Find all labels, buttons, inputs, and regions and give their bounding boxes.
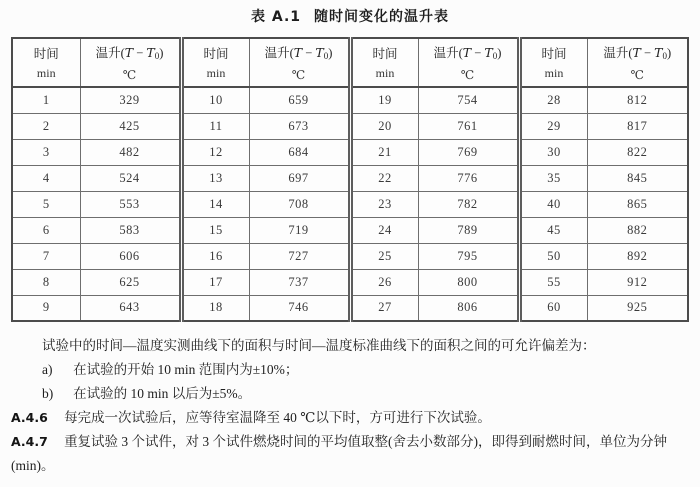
time-unit: min	[544, 65, 564, 80]
temp-value-cell: 643	[80, 295, 181, 321]
header-row	[12, 38, 688, 87]
temp-value-cell: 524	[80, 165, 181, 191]
table-title-text: 随时间变化的温升表	[314, 9, 450, 25]
temp-value-cell: 812	[587, 87, 688, 113]
temp-unit: ℃	[291, 67, 306, 82]
temp-value-cell: 553	[80, 191, 181, 217]
time-value-cell: 12	[181, 139, 249, 165]
time-value-cell: 8	[12, 269, 80, 295]
time-value-cell: 17	[181, 269, 249, 295]
table-row	[12, 139, 688, 165]
time-value-cell: 1	[12, 87, 80, 113]
time-value-cell: 5	[12, 191, 80, 217]
time-label: 时间	[541, 46, 567, 61]
time-value-cell: 50	[519, 243, 587, 269]
temp-value-cell: 482	[80, 139, 181, 165]
time-value-cell: 11	[181, 113, 249, 139]
time-value-cell: 7	[12, 243, 80, 269]
header-temp-2	[249, 38, 350, 87]
header-temp-1	[80, 38, 181, 87]
clause-label-a46: A.4.6	[11, 410, 48, 425]
temperature-table-body	[12, 87, 688, 321]
temp-value-cell: 737	[249, 269, 350, 295]
temp-value-cell: 882	[587, 217, 688, 243]
clause-text-a46: 每完成一次试验后，应等待室温降至 40 ℃以下时，方可进行下次试验。	[64, 410, 491, 425]
table-row	[12, 87, 688, 113]
table-row	[12, 295, 688, 321]
temp-value-cell: 845	[587, 165, 688, 191]
list-label-b: b)	[42, 386, 54, 401]
time-value-cell: 14	[181, 191, 249, 217]
temp-value-cell: 583	[80, 217, 181, 243]
time-value-cell: 10	[181, 87, 249, 113]
table-row	[12, 165, 688, 191]
time-label: 时间	[372, 46, 398, 61]
temp-value-cell: 329	[80, 87, 181, 113]
header-time-4	[519, 38, 587, 87]
clause-text-a47: 重复试验 3 个试件，对 3 个试件燃烧时间的平均值取整(舍去小数部分)，即得到耐燃时间，单位为分钟(min)。	[11, 434, 668, 473]
temp-value-cell: 925	[587, 295, 688, 321]
time-value-cell: 13	[181, 165, 249, 191]
header-time-2	[181, 38, 249, 87]
time-value-cell: 19	[350, 87, 418, 113]
temp-value-cell: 782	[418, 191, 519, 217]
header-temp-4	[587, 38, 688, 87]
temp-label: 温升$(T - T_0)$	[603, 44, 672, 61]
table-title	[11, 0, 689, 27]
temp-value-cell: 719	[249, 217, 350, 243]
temp-unit: ℃	[122, 67, 137, 82]
temp-value-cell: 606	[80, 243, 181, 269]
header-temp-3	[418, 38, 519, 87]
time-value-cell: 4	[12, 165, 80, 191]
time-label: 时间	[33, 46, 59, 61]
header-time-1	[12, 38, 80, 87]
temp-value-cell: 769	[418, 139, 519, 165]
temp-unit: ℃	[630, 67, 644, 82]
list-item-b	[11, 382, 689, 406]
time-unit: min	[36, 65, 56, 80]
temp-value-cell: 806	[418, 295, 519, 321]
temperature-rise-table	[11, 37, 689, 322]
temp-value-cell: 697	[249, 165, 350, 191]
temp-value-cell: 800	[418, 269, 519, 295]
temp-value-cell: 673	[249, 113, 350, 139]
temp-label: 温升$(T - T_0)$	[95, 44, 164, 61]
time-value-cell: 55	[519, 269, 587, 295]
table-header	[12, 38, 688, 87]
table-number: 表 A.1	[250, 9, 302, 25]
time-value-cell: 28	[519, 87, 587, 113]
table-row	[12, 191, 688, 217]
clause-a47	[11, 430, 689, 478]
temp-value-cell: 776	[418, 165, 519, 191]
time-value-cell: 2	[12, 113, 80, 139]
table-row	[12, 243, 688, 269]
time-value-cell: 29	[519, 113, 587, 139]
clause-a46	[11, 406, 689, 430]
time-value-cell: 18	[181, 295, 249, 321]
time-value-cell: 6	[12, 217, 80, 243]
temp-value-cell: 746	[249, 295, 350, 321]
temp-label: 温升$(T - T_0)$	[433, 44, 502, 61]
temp-value-cell: 425	[80, 113, 181, 139]
temp-value-cell: 754	[418, 87, 519, 113]
table-row	[12, 217, 688, 243]
time-value-cell: 40	[519, 191, 587, 217]
temp-value-cell: 789	[418, 217, 519, 243]
temp-value-cell: 727	[249, 243, 350, 269]
header-time-3	[350, 38, 418, 87]
time-value-cell: 35	[519, 165, 587, 191]
temp-label: 温升$(T - T_0)$	[264, 44, 333, 61]
temp-value-cell: 761	[418, 113, 519, 139]
time-value-cell: 24	[350, 217, 418, 243]
temp-value-cell: 892	[587, 243, 688, 269]
time-unit: min	[375, 65, 395, 80]
temp-value-cell: 817	[587, 113, 688, 139]
temp-value-cell: 795	[418, 243, 519, 269]
list-text-a: 在试验的开始 10 min 范围内为±10%；	[73, 362, 299, 377]
temp-value-cell: 708	[249, 191, 350, 217]
time-value-cell: 15	[181, 217, 249, 243]
list-text-b: 在试验的 10 min 以后为±5%。	[73, 386, 252, 401]
time-value-cell: 60	[519, 295, 587, 321]
list-label-a: a)	[42, 362, 53, 377]
time-value-cell: 30	[519, 139, 587, 165]
time-value-cell: 27	[350, 295, 418, 321]
time-value-cell: 3	[12, 139, 80, 165]
time-value-cell: 9	[12, 295, 80, 321]
temp-value-cell: 659	[249, 87, 350, 113]
time-value-cell: 45	[519, 217, 587, 243]
time-value-cell: 21	[350, 139, 418, 165]
time-value-cell: 16	[181, 243, 249, 269]
time-value-cell: 26	[350, 269, 418, 295]
time-unit: min	[206, 65, 226, 80]
notes-section	[11, 334, 689, 478]
time-value-cell: 25	[350, 243, 418, 269]
time-value-cell: 20	[350, 113, 418, 139]
temp-value-cell: 625	[80, 269, 181, 295]
temp-value-cell: 684	[249, 139, 350, 165]
temp-value-cell: 912	[587, 269, 688, 295]
clause-label-a47: A.4.7	[11, 434, 48, 449]
list-item-a	[11, 358, 689, 382]
time-label: 时间	[203, 46, 229, 61]
deviation-intro: 试验中的时间—温度实测曲线下的面积与时间—温度标准曲线下的面积之间的可允许偏差为：	[42, 338, 596, 353]
table-row	[12, 269, 688, 295]
time-value-cell: 22	[350, 165, 418, 191]
time-value-cell: 23	[350, 191, 418, 217]
temp-value-cell: 822	[587, 139, 688, 165]
temp-unit: ℃	[460, 67, 475, 82]
temp-value-cell: 865	[587, 191, 688, 217]
table-row	[12, 113, 688, 139]
